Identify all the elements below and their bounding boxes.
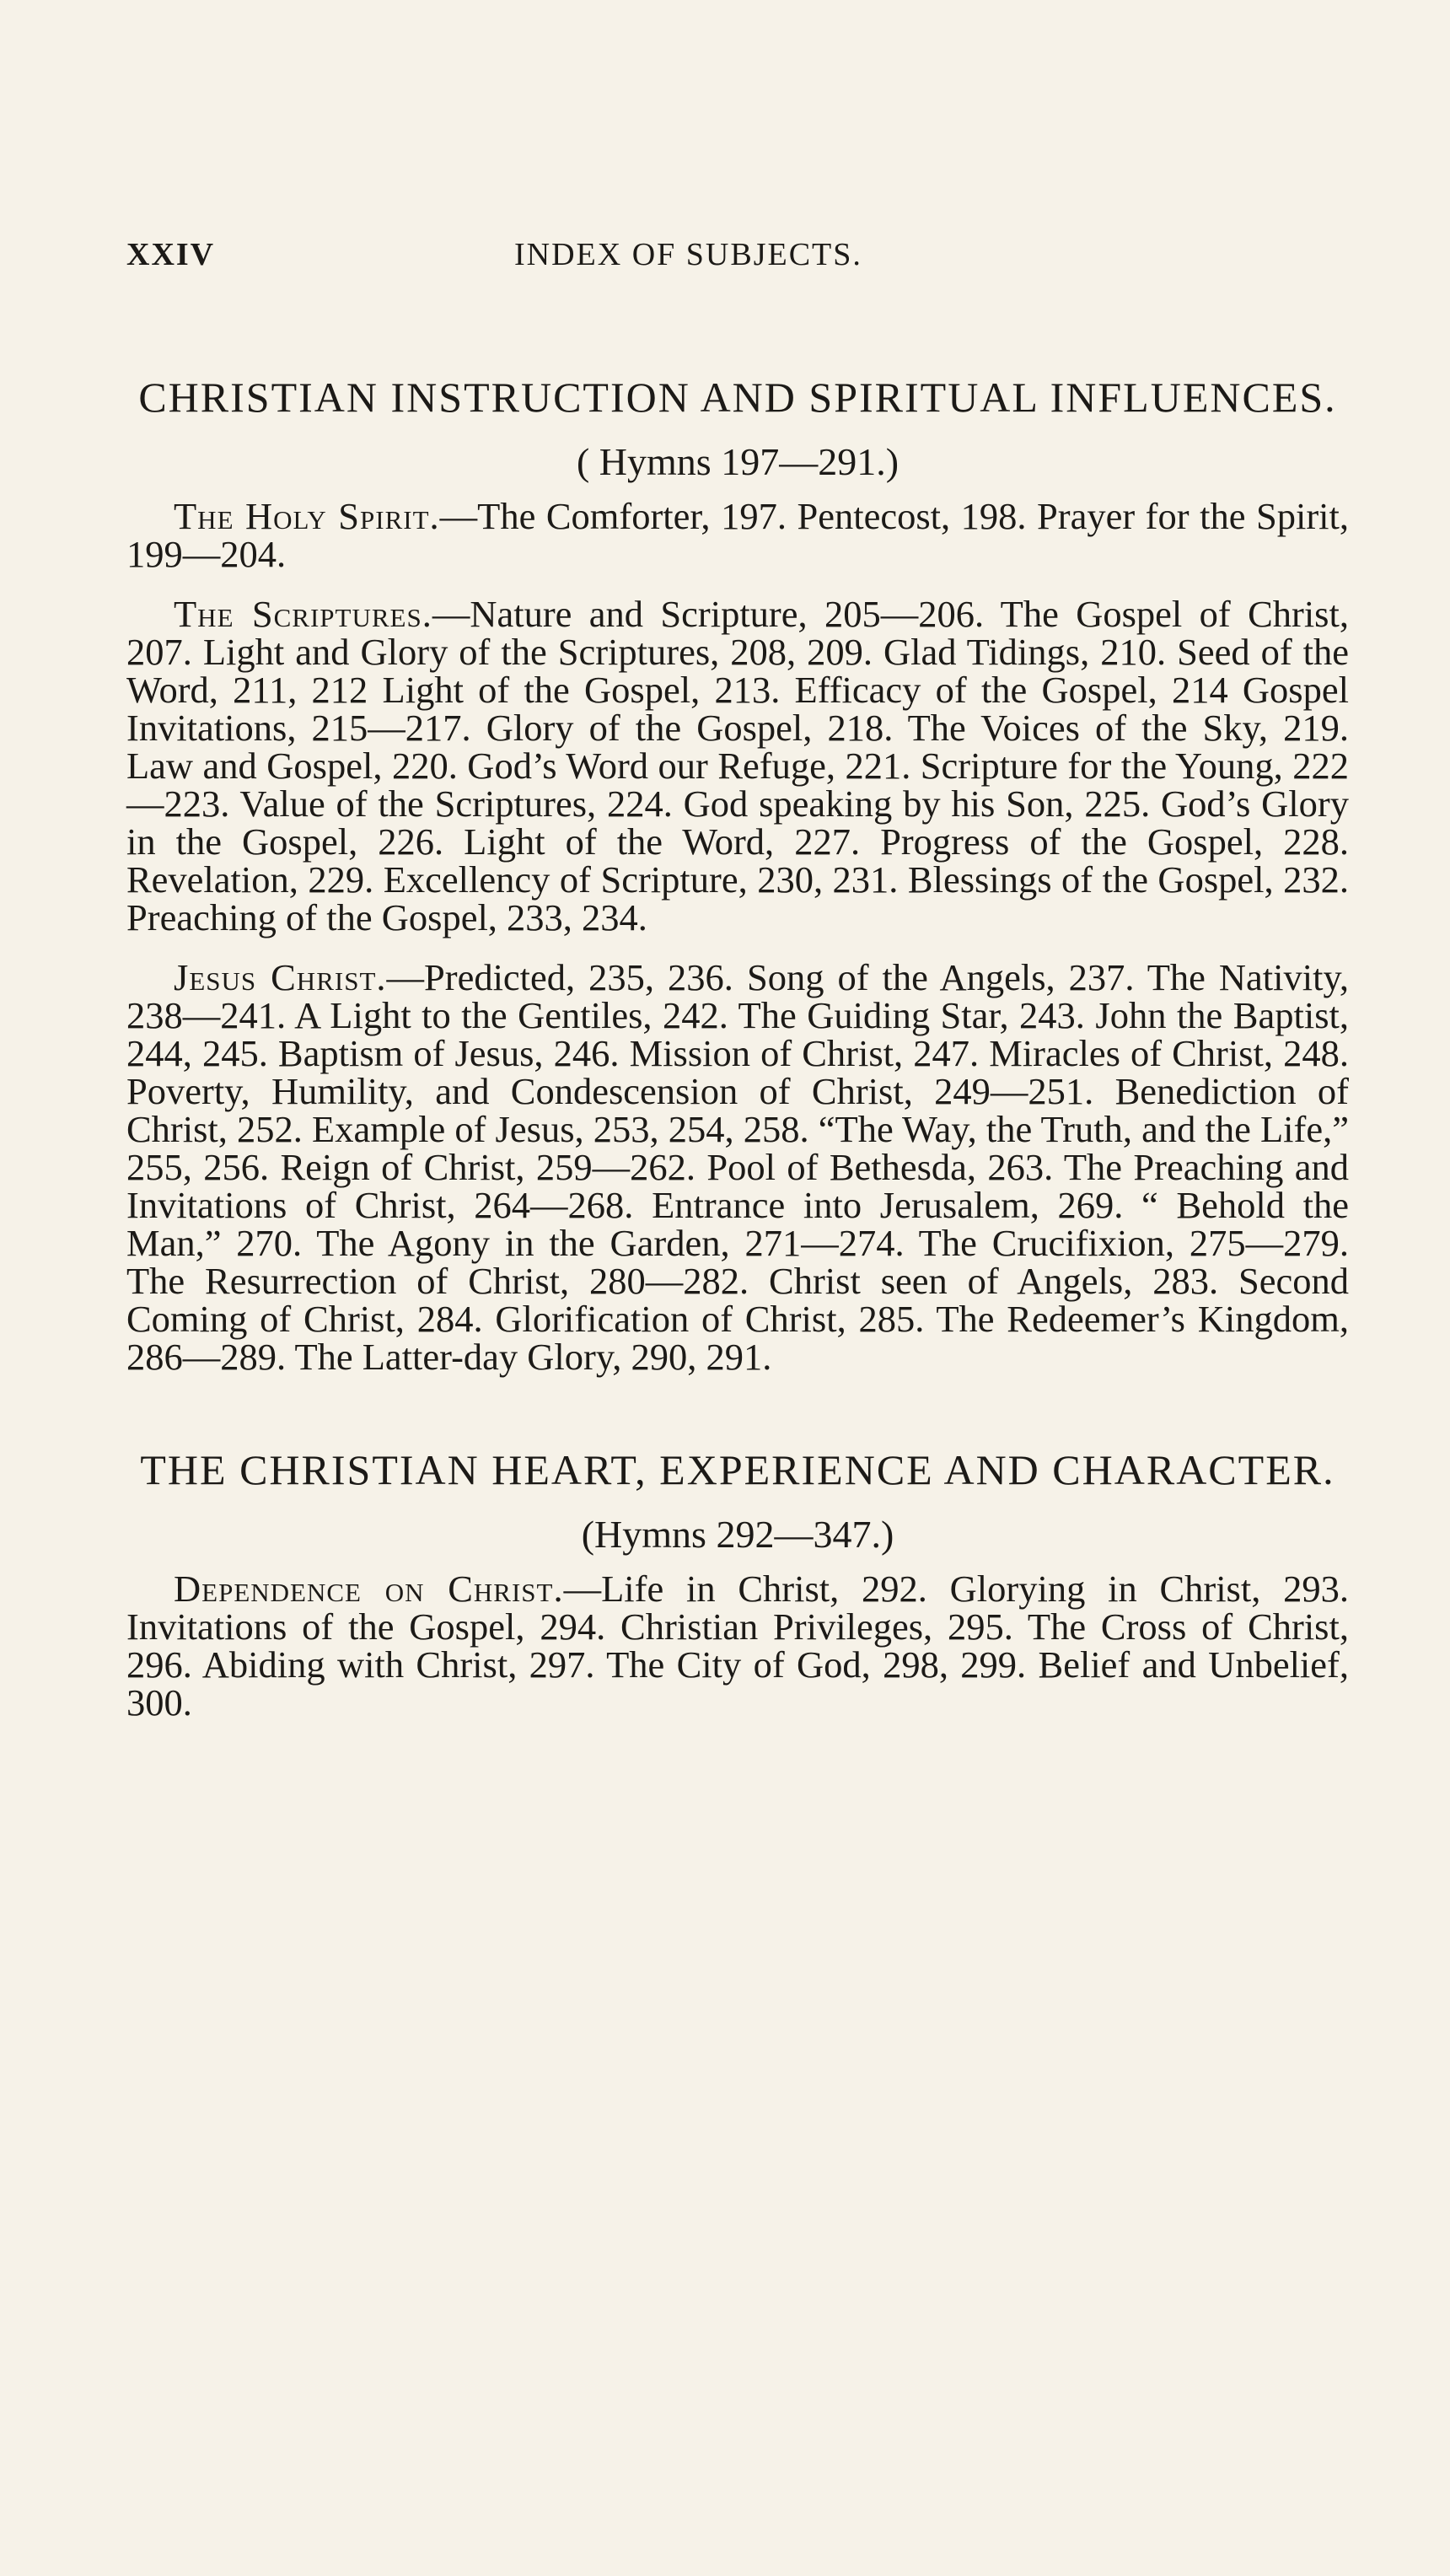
section-hymn-range: (Hymns 292—347.) bbox=[581, 1513, 894, 1556]
index-body bbox=[126, 371, 1349, 1744]
index-entry-holy-spirit bbox=[126, 497, 1349, 573]
page-number: XXIV bbox=[126, 237, 216, 272]
section-hymn-range: ( Hymns 197—291.) bbox=[576, 440, 900, 483]
entry-heading: Jesus Christ. bbox=[174, 956, 387, 998]
entry-text: —The Comforter, 197. Pentecost, 198. Prayer for the Spirit, 199—204. bbox=[126, 495, 1349, 575]
index-entry-jesus-christ bbox=[126, 956, 1349, 1378]
entry-text: —Life in Christ, 292. Glorying in Christ, 293. Invitations of the Gospel, 294. Christian Privileges, 295. The Cross of Christ, 296. Abiding with Christ, 297. The City of God, 298, 299. Belief and Unbelief, 300. bbox=[126, 1568, 1349, 1724]
index-entry-dependence-on-christ bbox=[126, 1570, 1349, 1722]
entry-heading: Dependence on Christ. bbox=[174, 1568, 564, 1610]
entry-text: —Nature and Scripture, 205—206. The Gospel of Christ, 207. Light and Glory of the Scriptures, 208, 209. Glad Tidings, 210. Seed of the Word, 211, 212 Light of the Gospel, 213. Efficacy of the Gospel, 214 Gospel Invitations, 215—217. Glory of the Gospel, 218. The Voices of the Sky, 219. Law and Gospel, 220. God’s Word our Refuge, 221. Scripture for the Young, 222—223. Value of the Scriptures, 224. God speaking by his Son, 225. God’s Glory in the Gospel, 226. Light of the Word, 227. Progress of the Gospel, 228. Revelation, 229. Excellency of Scripture, 230, 231. Blessings of the Gospel, 232. Preaching of the Gospel, 233, 234. bbox=[126, 593, 1349, 938]
entry-text: —Predicted, 235, 236. Song of the Angels, 237. The Nativity, 238—241. A Light to the Gentiles, 242. The Guiding Star, 243. John the Baptist, 244, 245. Baptism of Jesus, 246. Mission of Christ, 247. Miracles of Christ, 248. Poverty, Humility, and Condescension of Christ, 249—251. Benediction of Christ, 252. Example of Jesus, 253, 254, 258. “The Way, the Truth, and the Life,” 255, 256. Reign of Christ, 259—262. Pool of Bethesda, 263. The Preaching and Invitations of Christ, 264—268. Entrance into Jerusalem, 269. “ Behold the Man,” 270. The Agony in the Garden, 271—274. The Crucifixion, 275—279. The Resurrection of Christ, 280—282. Christ seen of Angels, 283. Second Coming of Christ, 284. Glorification of Christ, 285. The Redeemer’s Kingdom, 286—289. The Latter-day Glory, 290, 291. bbox=[126, 956, 1349, 1378]
entry-heading: The Holy Spirit. bbox=[174, 495, 440, 537]
entry-heading: The Scriptures. bbox=[174, 593, 432, 635]
section-title: THE CHRISTIAN HEART, EXPERIENCE AND CHARACTER. bbox=[140, 1446, 1335, 1493]
running-title: INDEX OF SUBJECTS. bbox=[514, 237, 862, 272]
index-entry-scriptures bbox=[126, 595, 1349, 937]
running-head bbox=[126, 236, 1349, 287]
section-title: CHRISTIAN INSTRUCTION AND SPIRITUAL INFLUENCES. bbox=[138, 374, 1337, 421]
section-gap bbox=[126, 1398, 1349, 1444]
